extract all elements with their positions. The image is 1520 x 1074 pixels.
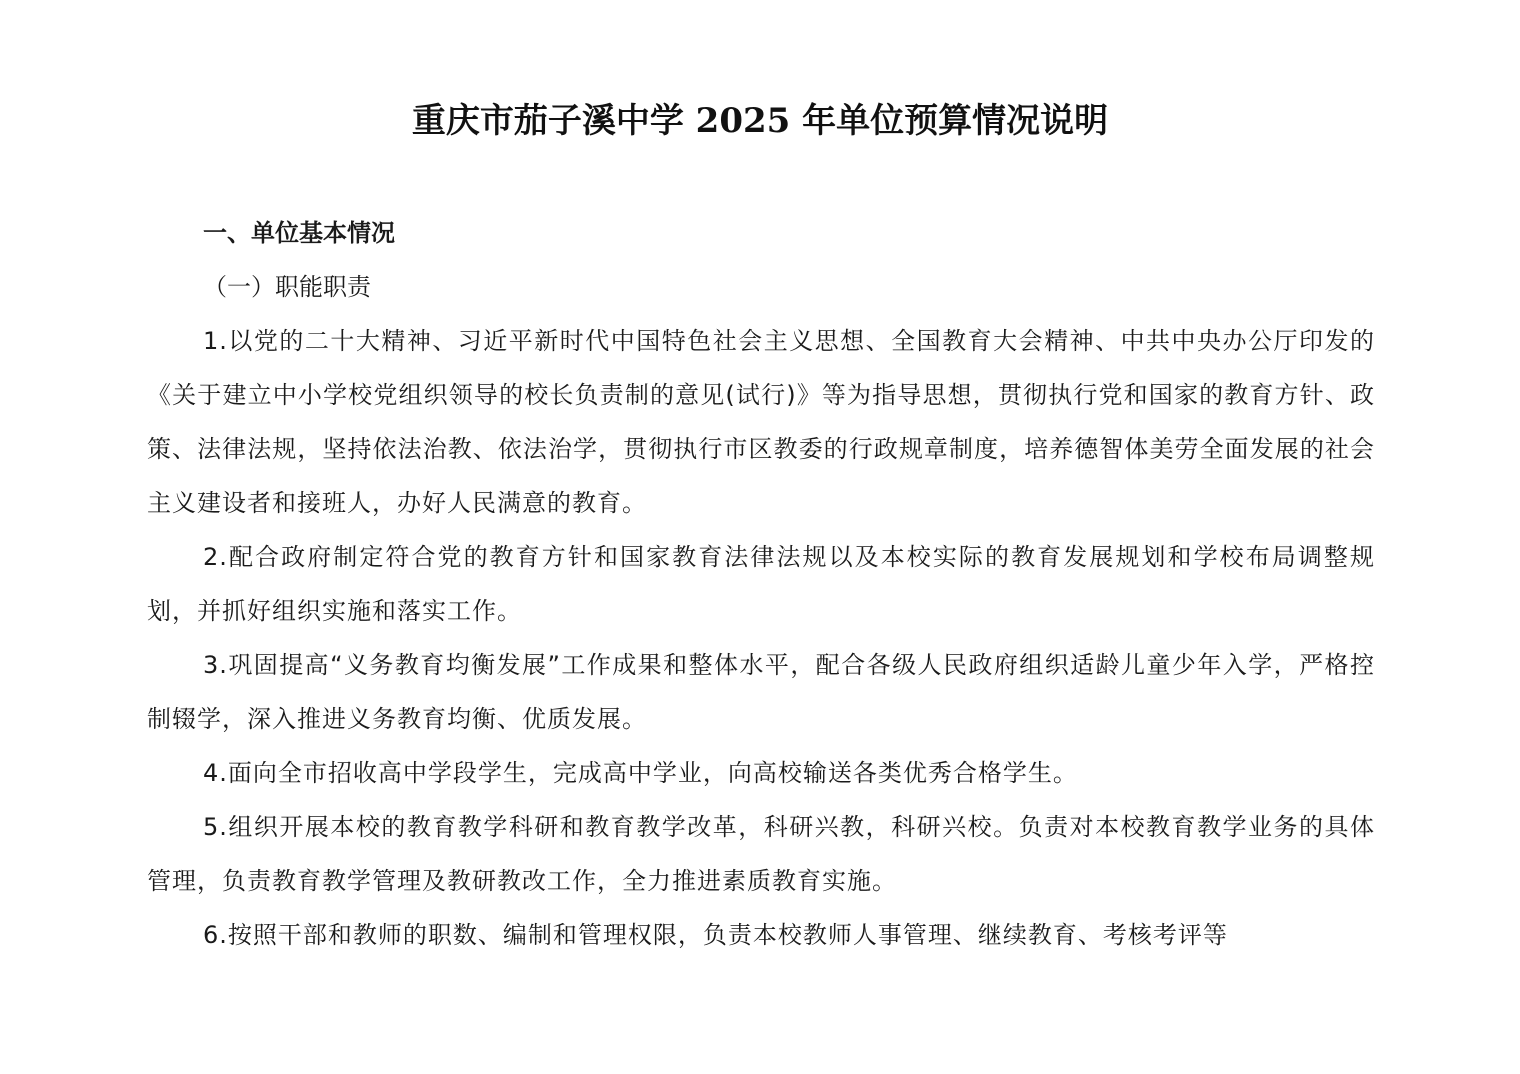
paragraph-4: 4.面向全市招收高中学段学生，完成高中学业，向高校输送各类优秀合格学生。 xyxy=(203,759,1078,787)
paragraph-6: 6.按照干部和教师的职数、编制和管理权限，负责本校教师人事管理、继续教育、考核考评等 xyxy=(203,921,1228,949)
document-title: 重庆市茄子溪中学 2025 年单位预算情况说明 xyxy=(411,101,1109,141)
subsection-heading: （一）职能职责 xyxy=(203,273,371,301)
paragraph-5: 5.组织开展本校的教育教学科研和教育教学改革，科研兴教，科研兴校。负责对本校教育教学业务的具体管理，负责教育教学管理及教研教改工作，全力推进素质教育实施。 xyxy=(147,813,1375,895)
document-body xyxy=(147,206,1375,962)
paragraph-1: 1.以党的二十大精神、习近平新时代中国特色社会主义思想、全国教育大会精神、中共中央办公厅印发的《关于建立中小学校党组织领导的校长负责制的意见(试行)》等为指导思想，贯彻执行党和国家的教育方针、政策、法律法规，坚持依法治教、依法治学，贯彻执行市区教委的行政规章制度，培养德智体美劳全面发展的社会主义建设者和接班人，办好人民满意的教育。 xyxy=(147,327,1375,517)
paragraph-3: 3.巩固提高“义务教育均衡发展”工作成果和整体水平，配合各级人民政府组织适龄儿童少年入学，严格控制辍学，深入推进义务教育均衡、优质发展。 xyxy=(147,651,1375,733)
section-heading: 一、单位基本情况 xyxy=(203,219,395,247)
paragraph-2: 2.配合政府制定符合党的教育方针和国家教育法律法规以及本校实际的教育发展规划和学校布局调整规划，并抓好组织实施和落实工作。 xyxy=(147,543,1375,625)
